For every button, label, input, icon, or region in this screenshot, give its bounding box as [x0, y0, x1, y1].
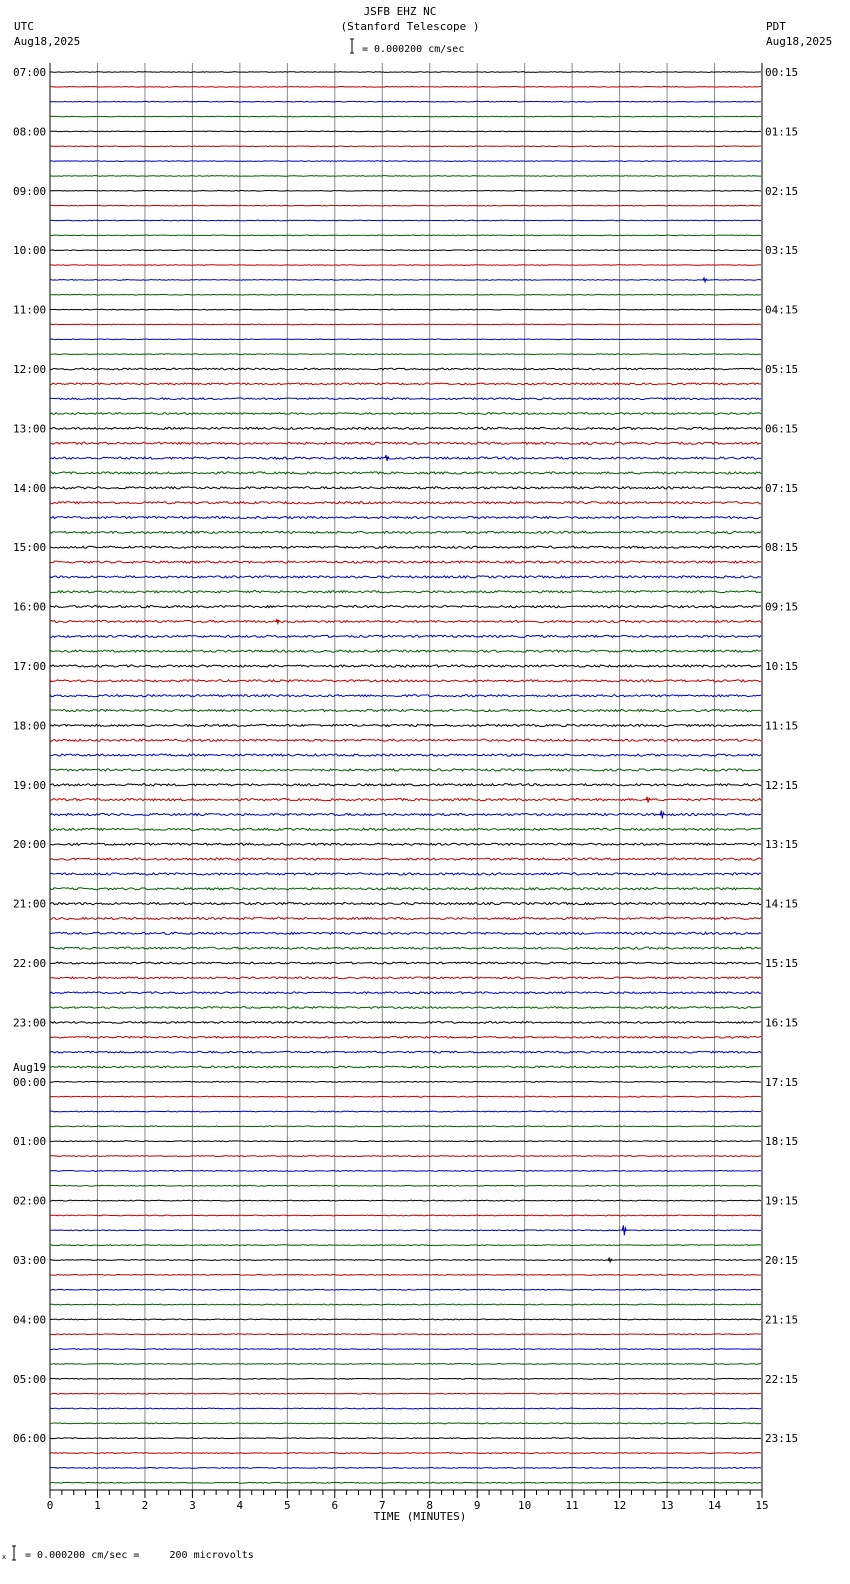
seismic-trace: [50, 1304, 761, 1305]
seismic-trace: [50, 1200, 761, 1201]
seismic-trace: [50, 1225, 761, 1235]
x-tick-label: 10: [518, 1499, 532, 1512]
seismic-trace: [50, 531, 761, 533]
seismic-trace: [50, 101, 761, 102]
utc-date-change-label: Aug19: [13, 1060, 47, 1074]
seismic-trace: [50, 797, 761, 803]
seismic-trace: [50, 161, 761, 162]
x-tick-label: 15: [755, 1499, 769, 1512]
seismic-trace: [50, 576, 761, 578]
pdt-hour-label: 12:15: [765, 778, 799, 792]
utc-hour-label: 13:00: [13, 422, 47, 436]
utc-hour-label: 11:00: [13, 303, 47, 317]
seismic-trace: [50, 220, 761, 221]
seismic-trace: [50, 1036, 761, 1038]
seismic-trace: [50, 1364, 761, 1365]
pdt-hour-label: 02:15: [765, 184, 799, 198]
seismic-trace: [50, 146, 761, 147]
seismic-trace: [50, 487, 761, 489]
seismic-trace: [50, 116, 761, 117]
utc-hour-label: 23:00: [13, 1016, 47, 1030]
seismic-trace: [50, 754, 761, 756]
x-tick-label: 12: [612, 1499, 627, 1512]
seismic-trace: [50, 1289, 761, 1290]
seismic-trace: [50, 1408, 761, 1409]
pdt-hour-label: 05:15: [765, 363, 799, 376]
pdt-hour-label: 16:15: [765, 1016, 799, 1030]
seismic-trace: [50, 977, 761, 979]
seismic-trace: [50, 250, 761, 251]
seismic-trace: [50, 1170, 761, 1171]
seismic-trace: [50, 635, 761, 637]
seismic-trace: [50, 131, 761, 132]
utc-hour-label: 06:00: [13, 1432, 47, 1446]
utc-hour-label: 04:00: [13, 1313, 47, 1327]
seismic-trace: [50, 665, 761, 667]
seismic-trace: [50, 87, 761, 88]
seismic-trace: [50, 932, 761, 934]
utc-hour-label: 05:00: [13, 1372, 47, 1386]
seismic-trace: [50, 1349, 761, 1350]
seismic-trace: [50, 413, 761, 415]
seismic-trace: [50, 1378, 761, 1379]
utc-hour-label: 21:00: [13, 897, 47, 911]
seismic-trace: [50, 1453, 761, 1454]
seismic-trace: [50, 1185, 761, 1186]
pdt-hour-label: 14:15: [765, 897, 799, 911]
seismic-trace: [50, 1393, 761, 1394]
seismic-trace: [50, 1482, 761, 1483]
seismic-trace: [50, 591, 761, 593]
seismic-trace: [50, 516, 761, 518]
pdt-hour-label: 10:15: [765, 660, 799, 673]
utc-hour-label: 14:00: [13, 481, 47, 495]
seismic-trace: [50, 1007, 761, 1009]
pdt-hour-label: 18:15: [765, 1135, 799, 1149]
seismic-trace: [50, 176, 761, 177]
utc-time-labels: [13, 66, 46, 1445]
scale-label: = 0.000200 cm/sec: [362, 44, 465, 55]
seismic-trace: [50, 709, 761, 711]
pdt-hour-label: 09:15: [765, 600, 799, 614]
seismic-trace: [50, 1438, 761, 1439]
seismic-trace: [50, 1111, 761, 1112]
pdt-hour-label: 15:15: [765, 957, 799, 970]
pdt-hour-label: 01:15: [765, 125, 799, 139]
seismic-trace: [50, 205, 761, 206]
pdt-hour-label: 20:15: [765, 1254, 799, 1267]
seismic-trace: [50, 1051, 761, 1053]
seismic-trace: [50, 739, 761, 741]
pdt-hour-label: 03:15: [765, 244, 799, 258]
utc-hour-label: 18:00: [13, 719, 47, 733]
seismic-trace: [50, 1022, 761, 1024]
pdt-hour-label: 13:15: [765, 838, 799, 852]
x-tick-label: 7: [378, 1499, 386, 1512]
x-tick-label: 4: [236, 1499, 244, 1512]
pdt-hour-label: 22:15: [765, 1372, 799, 1386]
seismic-trace: [50, 769, 761, 771]
seismic-trace: [50, 1156, 761, 1157]
right-date: Aug18,2025: [766, 35, 833, 48]
seismic-trace: [50, 561, 761, 563]
footer-scale-note: = 0.000200 cm/sec = 200 microvolts: [25, 1550, 254, 1561]
seismic-trace: [50, 1126, 761, 1127]
seismic-trace: [50, 650, 761, 652]
seismic-trace: [50, 368, 761, 370]
seismic-trace: [50, 873, 761, 875]
seismic-trace: [50, 190, 761, 191]
seismic-trace: [50, 811, 761, 819]
pdt-time-labels: [765, 66, 798, 1445]
x-tick-label: 1: [94, 1499, 101, 1512]
x-tick-label: 0: [46, 1499, 54, 1512]
seismic-trace: [50, 619, 761, 623]
seismic-trace: [50, 455, 761, 461]
seismic-trace: [50, 546, 761, 548]
pdt-hour-label: 17:15: [765, 1075, 799, 1089]
utc-hour-label: 03:00: [13, 1254, 47, 1267]
utc-hour-label: 07:00: [13, 66, 47, 79]
seismic-trace: [50, 442, 761, 444]
plot-grid: [50, 63, 762, 1491]
left-date: Aug18,2025: [14, 35, 81, 48]
seismic-trace: [50, 695, 761, 697]
seismic-trace: [50, 1215, 761, 1216]
x-tick-label: 3: [189, 1499, 196, 1512]
x-tick-label: 9: [473, 1499, 481, 1512]
pdt-hour-label: 00:15: [765, 66, 799, 79]
seismic-trace: [50, 324, 761, 325]
seismic-trace: [50, 309, 761, 310]
seismic-trace: [50, 680, 761, 682]
left-timezone: UTC: [14, 20, 34, 33]
utc-hour-label: 19:00: [13, 778, 47, 792]
seismic-trace: [50, 828, 761, 830]
seismic-trace: [50, 235, 761, 236]
seismic-trace: [50, 265, 761, 266]
seismic-trace: [50, 427, 761, 429]
seismic-trace: [50, 903, 761, 905]
seismic-trace: [50, 72, 761, 73]
x-tick-label: 11: [565, 1499, 579, 1512]
seismic-trace: [50, 1245, 761, 1246]
pdt-hour-label: 21:15: [765, 1313, 799, 1327]
seismic-trace: [50, 888, 761, 890]
pdt-hour-label: 07:15: [765, 481, 799, 495]
pdt-hour-label: 06:15: [765, 422, 799, 436]
footer-marker-glyph: x: [2, 1553, 7, 1561]
seismic-trace: [50, 1274, 761, 1275]
x-tick-label: 8: [426, 1499, 434, 1512]
utc-hour-label: 09:00: [13, 184, 47, 198]
seismic-trace: [50, 383, 761, 385]
seismic-trace: [50, 1319, 761, 1320]
utc-hour-label: 00:00: [13, 1075, 47, 1089]
utc-hour-label: 12:00: [13, 363, 47, 376]
x-tick-label: 6: [331, 1499, 339, 1512]
seismic-trace: [50, 606, 761, 608]
seismic-trace: [50, 992, 761, 994]
utc-hour-label: 17:00: [13, 660, 47, 673]
pdt-hour-label: 04:15: [765, 303, 799, 317]
seismic-trace: [50, 339, 761, 340]
seismic-trace: [50, 1423, 761, 1424]
seismic-trace: [50, 354, 761, 355]
pdt-hour-label: 19:15: [765, 1194, 799, 1208]
seismic-trace: [50, 502, 761, 504]
x-tick-label: 5: [284, 1499, 291, 1512]
station-title: JSFB EHZ NC: [363, 5, 437, 18]
utc-hour-label: 20:00: [13, 838, 47, 852]
x-axis-label: TIME (MINUTES): [373, 1510, 467, 1523]
seismic-trace: [50, 278, 761, 282]
utc-hour-label: 15:00: [13, 541, 47, 555]
utc-hour-label: 22:00: [13, 957, 47, 970]
seismic-trace: [50, 1334, 761, 1335]
seismic-trace: [50, 947, 761, 949]
pdt-hour-label: 11:15: [765, 719, 799, 733]
utc-hour-label: 08:00: [13, 125, 47, 139]
seismic-trace: [50, 472, 761, 474]
seismic-trace: [50, 1081, 761, 1082]
x-tick-label: 13: [660, 1499, 674, 1512]
utc-hour-label: 02:00: [13, 1194, 47, 1208]
x-tick-label: 14: [707, 1499, 722, 1512]
seismic-trace: [50, 917, 761, 919]
seismic-trace: [50, 843, 761, 845]
seismic-trace: [50, 1066, 761, 1068]
seismic-trace: [50, 962, 761, 964]
utc-hour-label: 01:00: [13, 1135, 47, 1149]
utc-hour-label: 16:00: [13, 600, 47, 614]
utc-hour-label: 10:00: [13, 244, 47, 258]
seismic-trace: [50, 1141, 761, 1142]
right-timezone: PDT: [766, 20, 786, 33]
seismic-trace: [50, 724, 761, 726]
seismic-trace: [50, 858, 761, 860]
seismic-trace: [50, 1096, 761, 1097]
seismic-trace: [50, 784, 761, 786]
seismic-trace: [50, 1258, 761, 1262]
pdt-hour-label: 23:15: [765, 1432, 799, 1446]
seismic-traces: [50, 72, 761, 1484]
seismic-trace: [50, 1467, 761, 1468]
seismic-trace: [50, 398, 761, 400]
x-tick-label: 2: [141, 1499, 149, 1512]
pdt-hour-label: 08:15: [765, 541, 799, 555]
x-axis: [47, 1490, 769, 1512]
seismic-trace: [50, 294, 761, 295]
site-title: (Stanford Telescope ): [340, 20, 480, 33]
